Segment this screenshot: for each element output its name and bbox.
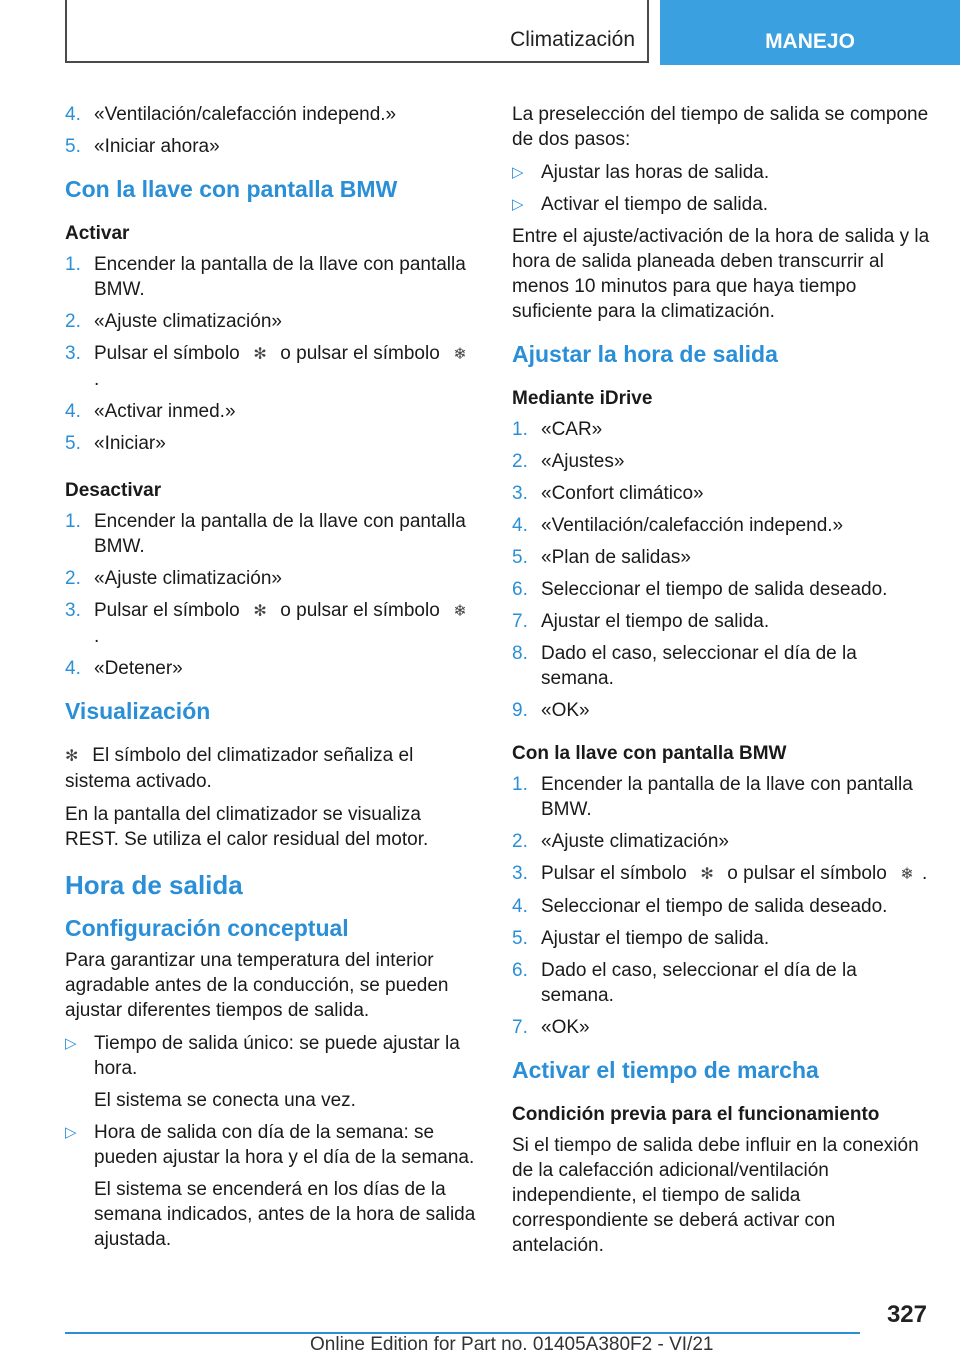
list-item: 3. «Confort climático»: [512, 483, 704, 504]
list-item: 4. «Activar inmed.»: [65, 401, 236, 422]
triangle-bullet-icon: ▷: [65, 1035, 77, 1052]
climate-heat-icon: ❄: [453, 346, 467, 363]
bullet-subtext: El sistema se conecta una vez.: [94, 1090, 356, 1111]
bullet-item: ▷ Tiempo de salida único: se puede ajustar la hora.: [65, 1033, 460, 1079]
list-item: 1. Encender la pantalla de la llave con pantalla BMW.: [65, 254, 466, 300]
subheading: Activar: [65, 223, 130, 244]
triangle-bullet-icon: ▷: [512, 196, 524, 213]
list-item: 1. Encender la pantalla de la llave con pantalla BMW.: [512, 774, 913, 820]
triangle-bullet-icon: ▷: [512, 164, 524, 181]
section-heading: Con la llave con pantalla BMW: [65, 176, 398, 202]
list-item: 2. «Ajustes»: [512, 451, 625, 472]
section-title: Climatización: [510, 28, 635, 51]
section-heading: Configuración conceptual: [65, 915, 349, 941]
section-heading: Activar el tiempo de marcha: [512, 1057, 819, 1083]
list-item: 7. «OK»: [512, 1017, 590, 1038]
section-heading: Visualización: [65, 698, 211, 724]
list-item: 6. Seleccionar el tiempo de salida deseado.: [512, 579, 888, 600]
paragraph: Para garantizar una temperatura del interior agradable antes de la conducción, se pueden ajustar diferentes tiempos de salida.: [65, 950, 449, 1021]
list-item: 5. «Iniciar»: [65, 433, 166, 454]
triangle-bullet-icon: ▷: [65, 1124, 77, 1141]
bullet-item: ▷ Ajustar las horas de salida.: [512, 162, 770, 183]
climate-fan-icon: ✻: [253, 346, 267, 363]
list-item: 4. Seleccionar el tiempo de salida deseado.: [512, 896, 888, 917]
section-heading: Ajustar la hora de salida: [512, 341, 778, 367]
list-item: 5. Ajustar el tiempo de salida.: [512, 928, 770, 949]
list-item: 4. «Detener»: [65, 658, 183, 679]
left-column: [65, 102, 480, 1259]
chapter-heading: Hora de salida: [65, 870, 243, 900]
list-item: 4. «Ventilación/calefacción independ.»: [512, 515, 844, 536]
subheading: Con la llave con pantalla BMW: [512, 743, 787, 764]
list-item: 5. «Plan de salidas»: [512, 547, 691, 568]
climate-fan-icon: ✻: [700, 866, 714, 883]
climate-heat-icon: ❄: [453, 603, 467, 620]
list-item: 6. Dado el caso, seleccionar el día de la semana.: [512, 960, 857, 1006]
subheading: Desactivar: [65, 480, 162, 501]
list-item: 3. Pulsar el símbolo ✻ o pulsar el símbolo ❄.: [65, 341, 480, 392]
list-item: 1. Encender la pantalla de la llave con pantalla BMW.: [65, 511, 466, 557]
climate-fan-icon: ✻: [65, 748, 79, 765]
right-column: [512, 102, 932, 1266]
page-number: 327: [886, 1301, 927, 1328]
list-item: 5. «Iniciar ahora»: [65, 136, 220, 157]
chapter-tab[interactable]: MANEJO: [660, 0, 960, 65]
paragraph: Si el tiempo de salida debe influir en la conexión de la calefacción adicional/ventilación independiente, el tiempo de salida correspondiente se deberá activar con antelación.: [512, 1135, 919, 1256]
list-item: 8. Dado el caso, seleccionar el día de la semana.: [512, 643, 857, 689]
climate-heat-icon: ❄: [900, 866, 914, 883]
bullet-item: ▷ Hora de salida con día de la semana: se pueden ajustar la hora y el día de la semana.: [65, 1122, 475, 1168]
bullet-item: ▷ Activar el tiempo de salida.: [512, 194, 769, 215]
climate-fan-icon: ✻: [253, 603, 267, 620]
subheading: Condición previa para el funcionamiento: [512, 1104, 880, 1125]
subheading: Mediante iDrive: [512, 388, 653, 409]
paragraph: La preselección del tiempo de salida se compone de dos pasos:: [512, 104, 929, 150]
list-item: 7. Ajustar el tiempo de salida.: [512, 611, 770, 632]
paragraph: En la pantalla del climatizador se visualiza REST. Se utiliza el calor residual del motor.: [65, 804, 429, 850]
list-item: 1. «CAR»: [512, 419, 603, 440]
list-item: 9. «OK»: [512, 700, 590, 721]
paragraph: ✻ El símbolo del climatizador señaliza el sistema activado.: [65, 745, 414, 792]
list-item: 2. «Ajuste climatización»: [512, 831, 729, 852]
bullet-subtext: El sistema se encenderá en los días de la semana indicados, antes de la hora de salida ajustada.: [94, 1179, 476, 1250]
list-item: 2. «Ajuste climatización»: [65, 311, 282, 332]
list-item: 3. Pulsar el símbolo ✻ o pulsar el símbolo ❄.: [65, 598, 480, 649]
edition-note: Online Edition for Part no. 01405A380F2 - VI/21: [310, 1334, 714, 1355]
paragraph: Entre el ajuste/activación de la hora de salida y la hora de salida planeada deben transcurrir al menos 10 minutos para que haya tiempo suficiente para la climatización.: [512, 226, 930, 322]
list-item: 2. «Ajuste climatización»: [65, 568, 282, 589]
list-item: 3. Pulsar el símbolo ✻ o pulsar el símbolo ❄ .: [512, 861, 932, 887]
list-item: 4. «Ventilación/calefacción independ.»: [65, 104, 397, 125]
